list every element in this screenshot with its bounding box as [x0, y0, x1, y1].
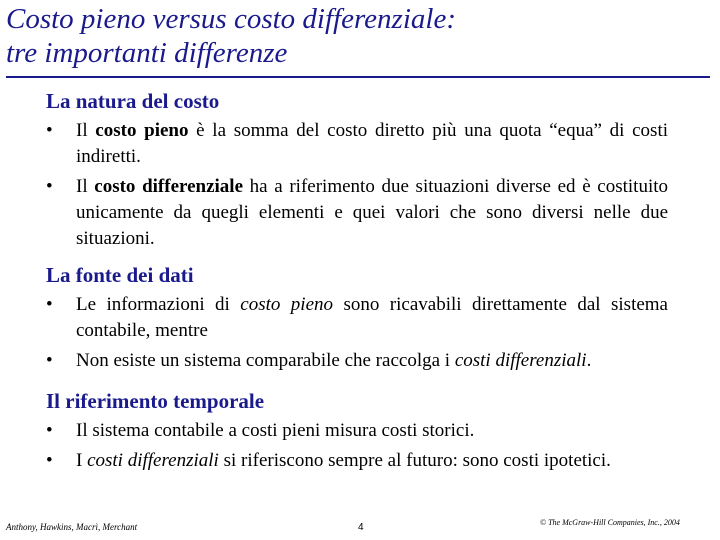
- bullet-glyph: •: [46, 420, 53, 441]
- bullet-list: [46, 292, 676, 374]
- section-natura-del-costo: [46, 88, 676, 256]
- text: Non esiste un sistema comparabile che raccolga i: [76, 350, 455, 371]
- text: Il: [76, 176, 95, 197]
- title-line-1: Costo pieno versus costo differenziale:: [6, 3, 456, 35]
- bullet-list: [46, 418, 676, 474]
- bullet-glyph: •: [46, 120, 53, 141]
- title-line-2: tre importanti differenze: [6, 37, 288, 69]
- bullet-item: [46, 448, 668, 474]
- section-heading: Il riferimento temporale: [46, 389, 265, 413]
- bullet-glyph: •: [46, 350, 53, 371]
- bullet-item: [46, 118, 668, 170]
- page-number: 4: [358, 522, 364, 533]
- bullet-glyph: •: [46, 450, 53, 471]
- text: si riferiscono sempre al futuro: sono costi ipotetici.: [218, 450, 611, 471]
- section-riferimento-temporale: [46, 388, 676, 478]
- text: Le informazioni di: [76, 294, 241, 315]
- text: I: [76, 450, 88, 471]
- bullet-list: [46, 118, 676, 252]
- title-divider: [6, 76, 710, 78]
- bold-term: costo differenziale: [94, 176, 244, 197]
- bold-term: costo pieno: [95, 120, 189, 141]
- italic-term: costi differenziali: [87, 450, 219, 471]
- text: Il sistema contabile a costi pieni misura costi storici.: [76, 420, 475, 441]
- text: .: [586, 350, 592, 371]
- text: è la somma del costo diretto più una quota “equa” di costi indiretti.: [76, 120, 668, 167]
- bullet-item: [46, 292, 668, 344]
- bullet-item: [46, 418, 668, 444]
- italic-term: costo pieno: [240, 294, 334, 315]
- bullet-glyph: •: [46, 176, 53, 197]
- section-fonte-dei-dati: [46, 262, 676, 378]
- footer-authors: Anthony, Hawkins, Macrì, Merchant: [6, 522, 138, 532]
- section-heading: La fonte dei dati: [46, 263, 194, 287]
- bullet-glyph: •: [46, 294, 53, 315]
- section-heading: La natura del costo: [46, 89, 220, 113]
- text: sono ricavabili direttamente dal sistema contabile, mentre: [76, 294, 668, 341]
- footer-copyright: © The McGraw-Hill Companies, Inc., 2004: [540, 518, 680, 527]
- bullet-item: [46, 348, 676, 374]
- italic-term: costi differenziali: [454, 350, 587, 371]
- slide-title: [6, 2, 706, 70]
- text: Il: [76, 120, 96, 141]
- bullet-item: [46, 174, 668, 252]
- text: ha a riferimento due situazioni diverse ed è costituito unicamente da quegli elementi e quei valori che sono diversi nelle due situazioni.: [76, 176, 669, 249]
